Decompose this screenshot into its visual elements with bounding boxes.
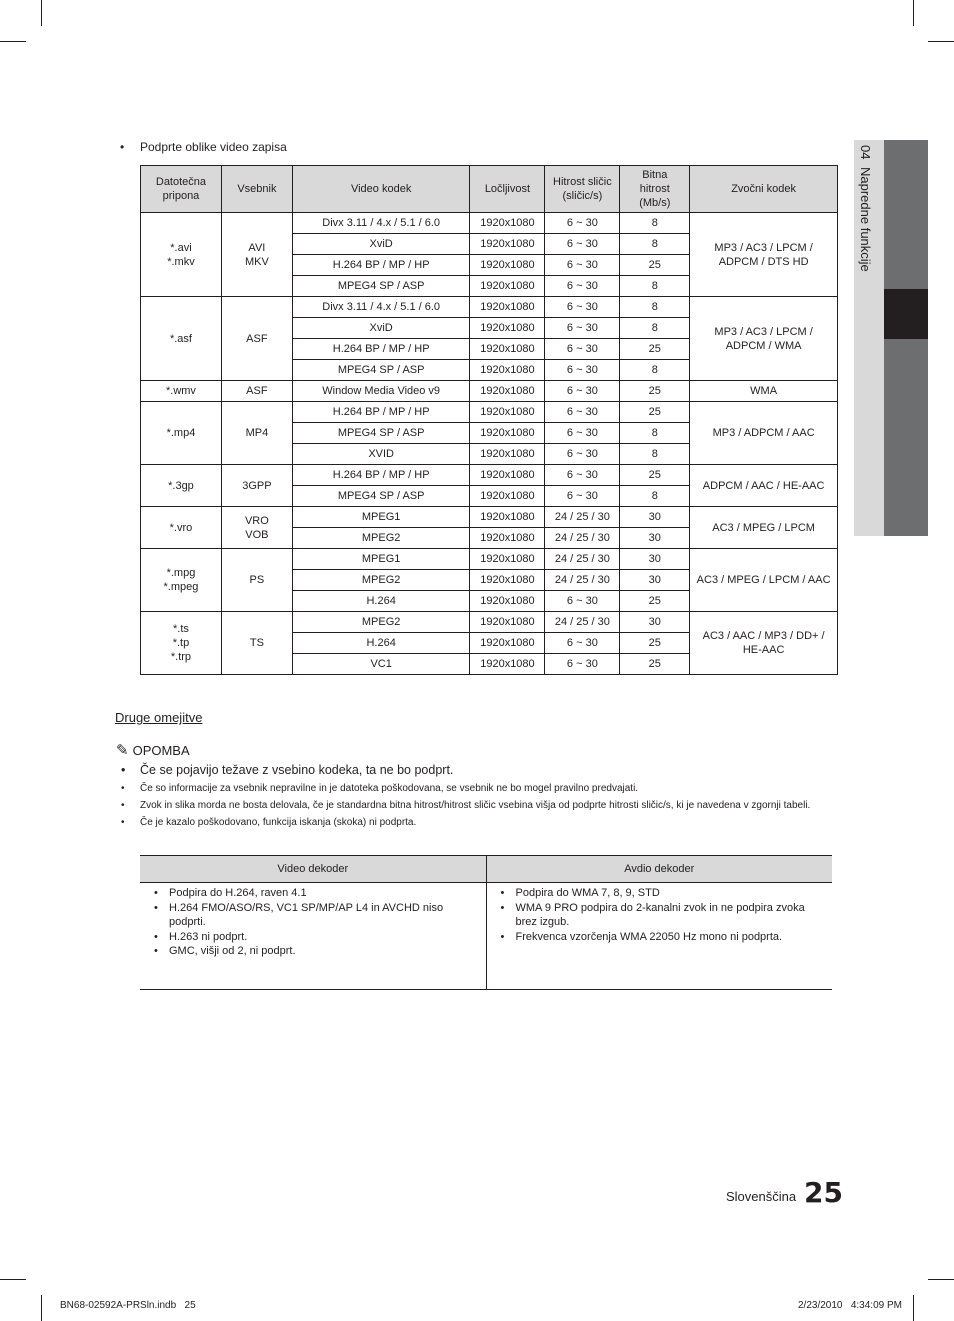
table-row bbox=[141, 612, 838, 633]
audio-codec-cell: ADPCM / AAC / HE-AAC bbox=[690, 465, 838, 507]
crop-mark bbox=[928, 41, 954, 42]
frame-rate-cell: 6 ~ 30 bbox=[545, 234, 620, 255]
list-item: • Če je kazalo poškodovano, funkcija iskanja (skoka) ni podprta. bbox=[120, 816, 832, 830]
crop-mark bbox=[928, 1279, 954, 1280]
note-heading bbox=[116, 741, 190, 759]
extension-cell: *.wmv bbox=[141, 381, 222, 402]
print-slug-datetime: 2/23/2010 4:34:09 PM bbox=[798, 1300, 902, 1311]
video-codec-cell: H.264 BP / MP / HP bbox=[292, 339, 470, 360]
list-item: • H.264 FMO/ASO/RS, VC1 SP/MP/AP L4 in AVCHD niso podprti. bbox=[146, 901, 480, 930]
extension-cell: *.avi *.mkv bbox=[141, 213, 222, 297]
print-slug-file: BN68-02592A-PRSln.indb 25 bbox=[60, 1300, 196, 1311]
video-codec-cell: Divx 3.11 / 4.x / 5.1 / 6.0 bbox=[292, 297, 470, 318]
frame-rate-cell: 6 ~ 30 bbox=[545, 276, 620, 297]
frame-rate-cell: 6 ~ 30 bbox=[545, 444, 620, 465]
bit-rate-cell: 25 bbox=[620, 633, 690, 654]
container-cell: ASF bbox=[221, 381, 292, 402]
container-cell: AVI MKV bbox=[221, 213, 292, 297]
bit-rate-cell: 8 bbox=[620, 276, 690, 297]
table-row bbox=[141, 465, 838, 486]
decoder-table bbox=[140, 855, 832, 990]
note-label: OPOMBA bbox=[132, 743, 190, 758]
video-decoder-header: Video dekoder bbox=[140, 856, 486, 883]
bit-rate-cell: 25 bbox=[620, 339, 690, 360]
resolution-cell: 1920x1080 bbox=[470, 612, 545, 633]
resolution-cell: 1920x1080 bbox=[470, 465, 545, 486]
crop-mark bbox=[913, 0, 914, 26]
container-cell: 3GPP bbox=[221, 465, 292, 507]
header-cell: Hitrost sličic (sličic/s) bbox=[545, 166, 620, 213]
audio-codec-cell: AC3 / MPEG / LPCM / AAC bbox=[690, 549, 838, 612]
video-codec-cell: MPEG4 SP / ASP bbox=[292, 360, 470, 381]
video-codec-cell: MPEG2 bbox=[292, 528, 470, 549]
resolution-cell: 1920x1080 bbox=[470, 339, 545, 360]
bit-rate-cell: 8 bbox=[620, 318, 690, 339]
video-codec-cell: XviD bbox=[292, 234, 470, 255]
table-row bbox=[141, 213, 838, 234]
frame-rate-cell: 6 ~ 30 bbox=[545, 402, 620, 423]
table-row bbox=[140, 883, 832, 990]
video-codec-cell: XviD bbox=[292, 318, 470, 339]
extension-cell: *.3gp bbox=[141, 465, 222, 507]
bit-rate-cell: 25 bbox=[620, 402, 690, 423]
audio-decoder-cell bbox=[486, 883, 832, 990]
bit-rate-cell: 30 bbox=[620, 507, 690, 528]
table-row bbox=[141, 549, 838, 570]
video-codec-cell: H.264 bbox=[292, 591, 470, 612]
resolution-cell: 1920x1080 bbox=[470, 444, 545, 465]
header-cell: Zvočni kodek bbox=[690, 166, 838, 213]
bit-rate-cell: 30 bbox=[620, 570, 690, 591]
list-item: • H.263 ni podprt. bbox=[146, 930, 480, 945]
intro-bullet: • Podprte oblike video zapisa bbox=[120, 140, 287, 154]
frame-rate-cell: 6 ~ 30 bbox=[545, 423, 620, 444]
extension-cell: *.ts *.tp *.trp bbox=[141, 612, 222, 675]
table-header-row bbox=[141, 166, 838, 213]
bit-rate-cell: 25 bbox=[620, 381, 690, 402]
audio-codec-cell: MP3 / AC3 / LPCM / ADPCM / WMA bbox=[690, 297, 838, 381]
list-item: • Če so informacije za vsebnik nepravilne in je datoteka poškodovana, se vsebnik ne bo mogel pravilno predvajati. bbox=[120, 782, 832, 796]
bit-rate-cell: 25 bbox=[620, 465, 690, 486]
frame-rate-cell: 24 / 25 / 30 bbox=[545, 549, 620, 570]
video-codec-cell: MPEG1 bbox=[292, 507, 470, 528]
resolution-cell: 1920x1080 bbox=[470, 591, 545, 612]
list-item: • Frekvenca vzorčenja WMA 22050 Hz mono ni podprta. bbox=[493, 930, 827, 945]
frame-rate-cell: 6 ~ 30 bbox=[545, 465, 620, 486]
frame-rate-cell: 6 ~ 30 bbox=[545, 339, 620, 360]
container-cell: MP4 bbox=[221, 402, 292, 465]
chapter-number: 04 bbox=[858, 145, 873, 160]
crop-mark bbox=[41, 0, 42, 26]
bit-rate-cell: 8 bbox=[620, 444, 690, 465]
header-cell: Bitna hitrost (Mb/s) bbox=[620, 166, 690, 213]
chapter-label bbox=[858, 145, 873, 272]
resolution-cell: 1920x1080 bbox=[470, 381, 545, 402]
chapter-title: Napredne funkcije bbox=[858, 166, 873, 272]
frame-rate-cell: 6 ~ 30 bbox=[545, 213, 620, 234]
extension-cell: *.asf bbox=[141, 297, 222, 381]
frame-rate-cell: 24 / 25 / 30 bbox=[545, 528, 620, 549]
list-item: • WMA 9 PRO podpira do 2-kanalni zvok in ne podpira zvoka brez izgub. bbox=[493, 901, 827, 930]
audio-decoder-header: Avdio dekoder bbox=[486, 856, 832, 883]
resolution-cell: 1920x1080 bbox=[470, 276, 545, 297]
pencil-icon: ✎ bbox=[116, 742, 129, 759]
audio-codec-cell: MP3 / AC3 / LPCM / ADPCM / DTS HD bbox=[690, 213, 838, 297]
notes-list bbox=[120, 762, 832, 833]
extension-cell: *.mpg *.mpeg bbox=[141, 549, 222, 612]
frame-rate-cell: 6 ~ 30 bbox=[545, 633, 620, 654]
bit-rate-cell: 30 bbox=[620, 549, 690, 570]
table-row bbox=[141, 507, 838, 528]
bit-rate-cell: 25 bbox=[620, 591, 690, 612]
list-item: • Podpira do H.264, raven 4.1 bbox=[146, 886, 480, 901]
container-cell: TS bbox=[221, 612, 292, 675]
bit-rate-cell: 8 bbox=[620, 486, 690, 507]
video-codec-cell: MPEG2 bbox=[292, 612, 470, 633]
table-row bbox=[141, 402, 838, 423]
frame-rate-cell: 6 ~ 30 bbox=[545, 360, 620, 381]
resolution-cell: 1920x1080 bbox=[470, 528, 545, 549]
audio-codec-cell: AC3 / AAC / MP3 / DD+ / HE-AAC bbox=[690, 612, 838, 675]
resolution-cell: 1920x1080 bbox=[470, 486, 545, 507]
frame-rate-cell: 24 / 25 / 30 bbox=[545, 612, 620, 633]
video-codec-cell: MPEG4 SP / ASP bbox=[292, 423, 470, 444]
bit-rate-cell: 25 bbox=[620, 255, 690, 276]
header-cell: Vsebnik bbox=[221, 166, 292, 213]
resolution-cell: 1920x1080 bbox=[470, 318, 545, 339]
video-codec-cell: MPEG4 SP / ASP bbox=[292, 486, 470, 507]
header-cell: Video kodek bbox=[292, 166, 470, 213]
bit-rate-cell: 8 bbox=[620, 234, 690, 255]
footer-language: Slovenščina bbox=[726, 1189, 797, 1204]
resolution-cell: 1920x1080 bbox=[470, 633, 545, 654]
video-codec-cell: MPEG2 bbox=[292, 570, 470, 591]
video-format-table bbox=[140, 165, 838, 675]
crop-mark bbox=[913, 1295, 914, 1321]
chapter-tab-marker bbox=[884, 289, 928, 339]
page-number: 25 bbox=[804, 1176, 843, 1209]
extension-cell: *.vro bbox=[141, 507, 222, 549]
container-cell: VRO VOB bbox=[221, 507, 292, 549]
intro-bullet-text: Podprte oblike video zapisa bbox=[140, 140, 287, 154]
video-codec-cell: VC1 bbox=[292, 654, 470, 675]
audio-codec-cell: AC3 / MPEG / LPCM bbox=[690, 507, 838, 549]
list-item: • Zvok in slika morda ne bosta delovala, če je standardna bitna hitrost/hitrost sličic vsebina višja od podprte hitrosti sličic/s, ki je navedena v zgornji tabeli. bbox=[120, 799, 832, 813]
bit-rate-cell: 8 bbox=[620, 423, 690, 444]
resolution-cell: 1920x1080 bbox=[470, 255, 545, 276]
table-header-row bbox=[140, 856, 832, 883]
header-cell: Datotečna pripona bbox=[141, 166, 222, 213]
bit-rate-cell: 30 bbox=[620, 528, 690, 549]
crop-mark bbox=[41, 1295, 42, 1321]
resolution-cell: 1920x1080 bbox=[470, 423, 545, 444]
bit-rate-cell: 25 bbox=[620, 654, 690, 675]
frame-rate-cell: 6 ~ 30 bbox=[545, 591, 620, 612]
video-codec-cell: Window Media Video v9 bbox=[292, 381, 470, 402]
resolution-cell: 1920x1080 bbox=[470, 549, 545, 570]
frame-rate-cell: 6 ~ 30 bbox=[545, 318, 620, 339]
list-item: • GMC, višji od 2, ni podprt. bbox=[146, 944, 480, 959]
video-codec-cell: H.264 BP / MP / HP bbox=[292, 465, 470, 486]
video-decoder-cell bbox=[140, 883, 486, 990]
list-item: • Podpira do WMA 7, 8, 9, STD bbox=[493, 886, 827, 901]
resolution-cell: 1920x1080 bbox=[470, 402, 545, 423]
frame-rate-cell: 6 ~ 30 bbox=[545, 255, 620, 276]
crop-mark bbox=[0, 41, 26, 42]
bit-rate-cell: 8 bbox=[620, 297, 690, 318]
frame-rate-cell: 6 ~ 30 bbox=[545, 297, 620, 318]
frame-rate-cell: 6 ~ 30 bbox=[545, 486, 620, 507]
frame-rate-cell: 24 / 25 / 30 bbox=[545, 507, 620, 528]
frame-rate-cell: 24 / 25 / 30 bbox=[545, 570, 620, 591]
table-row bbox=[141, 381, 838, 402]
video-codec-cell: Divx 3.11 / 4.x / 5.1 / 6.0 bbox=[292, 213, 470, 234]
header-cell: Ločljivost bbox=[470, 166, 545, 213]
video-codec-cell: XVID bbox=[292, 444, 470, 465]
section-title: Druge omejitve bbox=[115, 710, 203, 725]
frame-rate-cell: 6 ~ 30 bbox=[545, 381, 620, 402]
frame-rate-cell: 6 ~ 30 bbox=[545, 654, 620, 675]
audio-codec-cell: MP3 / ADPCM / AAC bbox=[690, 402, 838, 465]
resolution-cell: 1920x1080 bbox=[470, 570, 545, 591]
video-codec-cell: H.264 BP / MP / HP bbox=[292, 255, 470, 276]
resolution-cell: 1920x1080 bbox=[470, 507, 545, 528]
resolution-cell: 1920x1080 bbox=[470, 360, 545, 381]
resolution-cell: 1920x1080 bbox=[470, 297, 545, 318]
resolution-cell: 1920x1080 bbox=[470, 654, 545, 675]
crop-mark bbox=[0, 1279, 26, 1280]
extension-cell: *.mp4 bbox=[141, 402, 222, 465]
bit-rate-cell: 30 bbox=[620, 612, 690, 633]
table-row bbox=[141, 297, 838, 318]
container-cell: PS bbox=[221, 549, 292, 612]
resolution-cell: 1920x1080 bbox=[470, 234, 545, 255]
container-cell: ASF bbox=[221, 297, 292, 381]
resolution-cell: 1920x1080 bbox=[470, 213, 545, 234]
list-item: • Če se pojavijo težave z vsebino kodeka, ta ne bo podprt. bbox=[120, 762, 832, 779]
audio-codec-cell: WMA bbox=[690, 381, 838, 402]
video-codec-cell: MPEG1 bbox=[292, 549, 470, 570]
bit-rate-cell: 8 bbox=[620, 360, 690, 381]
video-codec-cell: MPEG4 SP / ASP bbox=[292, 276, 470, 297]
video-codec-cell: H.264 bbox=[292, 633, 470, 654]
video-codec-cell: H.264 BP / MP / HP bbox=[292, 402, 470, 423]
bit-rate-cell: 8 bbox=[620, 213, 690, 234]
